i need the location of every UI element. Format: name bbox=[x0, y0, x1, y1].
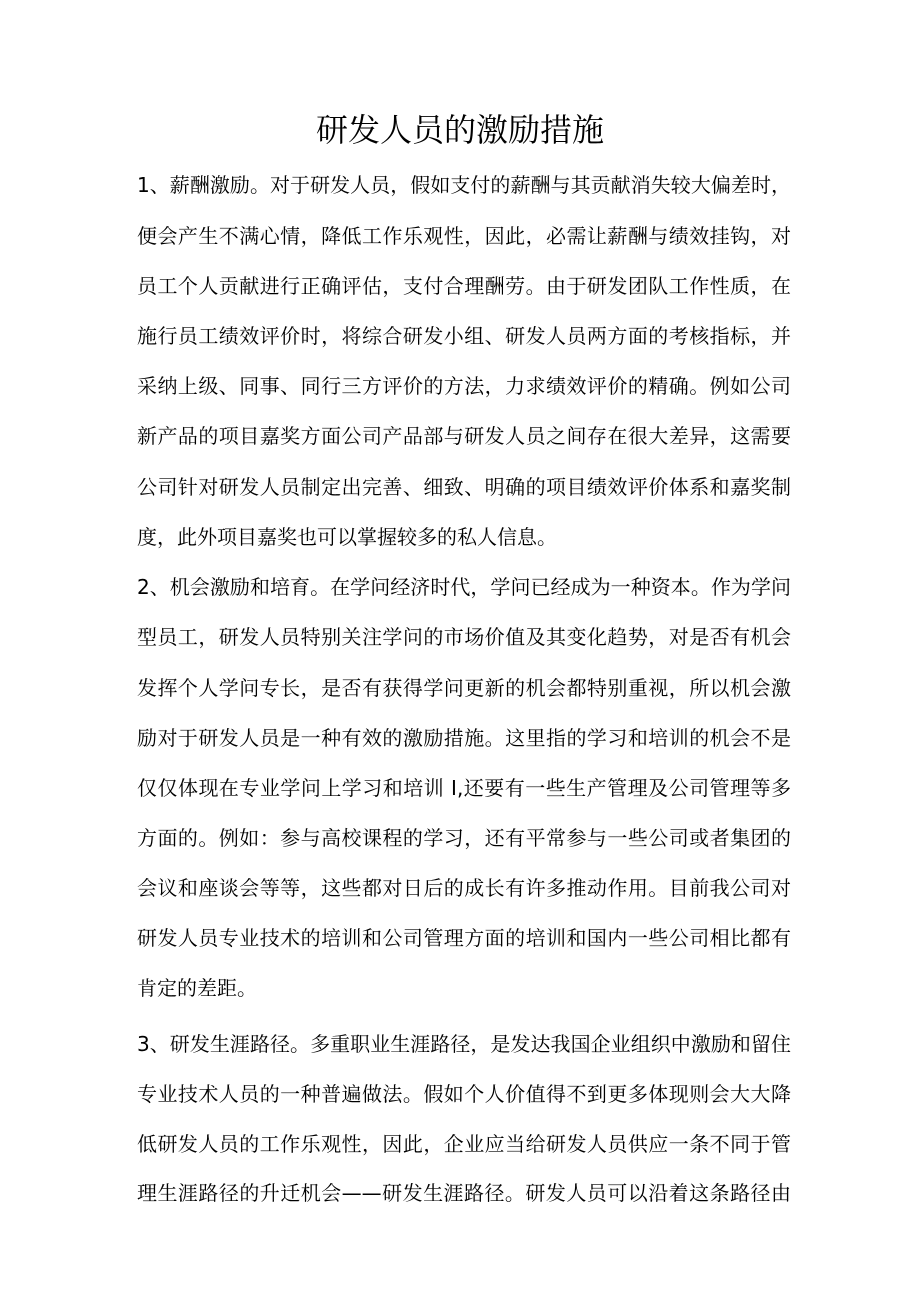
text-line: 施行员工绩效评价时，将综合研发小组、研发人员两方面的考核指标，并 bbox=[137, 324, 791, 348]
text-line: 发挥个人学问专长，是否有获得学问更新的机会都特别重视，所以机会激 bbox=[137, 676, 791, 700]
document-title: 研发人员的激励措施 bbox=[315, 111, 604, 149]
text-line: 3、研发生涯路径。多重职业生涯路径，是发达我国企业组织中激励和留住 bbox=[137, 1032, 791, 1056]
text-line: 理生涯路径的升迁机会——研发生涯路径。研发人员可以沿着这条路径由 bbox=[137, 1181, 791, 1205]
text-line: 公司针对研发人员制定出完善、细致、明确的项目绩效评价体系和嘉奖制 bbox=[137, 475, 791, 499]
text-line: 2、机会激励和培育。在学问经济时代，学问已经成为一种资本。作为学问 bbox=[137, 575, 791, 599]
text-line: 励对于研发人员是一种有效的激励措施。这里指的学习和培训的机会不是 bbox=[137, 726, 791, 750]
text-line: 仅仅体现在专业学问上学习和培训 I,还要有一些生产管理及公司管理等多 bbox=[137, 776, 791, 800]
text-line: 新产品的项目嘉奖方面公司产品部与研发人员之间存在很大差异，这需要 bbox=[137, 424, 791, 448]
text-line: 研发人员专业技术的培训和公司管理方面的培训和国内一些公司相比都有 bbox=[137, 926, 791, 950]
text-line: 度，此外项目嘉奖也可以掌握较多的私人信息。 bbox=[137, 525, 557, 549]
text-line: 员工个人贡献进行正确评估，支付合理酬劳。由于研发团队工作性质，在 bbox=[137, 274, 791, 298]
text-line: 1、薪酬激励。对于研发人员，假如支付的薪酬与其贡献消失较大偏差时， bbox=[137, 173, 791, 197]
text-line: 会议和座谈会等等，这些都对日后的成长有许多推动作用。目前我公司对 bbox=[137, 876, 791, 900]
text-line: 方面的。例如：参与高校课程的学习，还有平常参与一些公司或者集团的 bbox=[137, 826, 791, 850]
text-line: 便会产生不满心情，降低工作乐观性，因此，必需让薪酬与绩效挂钩，对 bbox=[137, 224, 791, 248]
text-line: 型员工，研发人员特别关注学问的市场价值及其变化趋势，对是否有机会 bbox=[137, 625, 791, 649]
text-line: 肯定的差距。 bbox=[137, 976, 257, 1000]
text-line: 专业技术人员的一种普遍做法。假如个人价值得不到更多体现则会大大降 bbox=[137, 1082, 791, 1106]
text-line: 采纳上级、同事、同行三方评价的方法，力求绩效评价的精确。例如公司 bbox=[137, 374, 791, 398]
text-line: 低研发人员的工作乐观性，因此，企业应当给研发人员供应一条不同于管 bbox=[137, 1132, 791, 1156]
